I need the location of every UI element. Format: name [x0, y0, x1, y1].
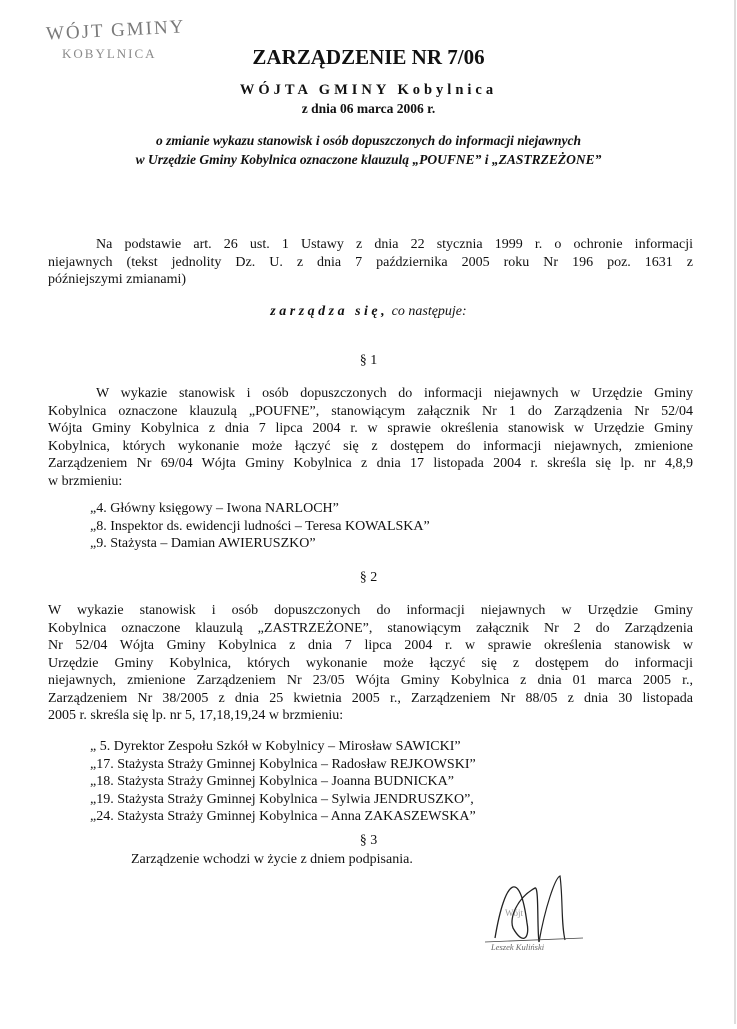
preamble-line-1: Na podstawie art. 26 ust. 1 Ustawy z dnia 22 stycznia 1999 r. o ochronie informacji: [96, 237, 693, 252]
subject-line-1: o zmianie wykazu stanowisk i osób dopuszczonych do informacji niejawnych: [156, 133, 581, 148]
issue-date: z dnia 06 marca 2006 r.: [301, 101, 436, 116]
issuing-authority: WÓJTA GMINY Kobylnica: [239, 82, 498, 98]
section-1-line-5: Zarządzeniem Nr 69/04 Wójta Gminy Kobylnica z dnia 17 listopada 2004 r. skreśla się lp. nr 4,8,9: [48, 456, 693, 471]
section-1-paragraph: [48, 385, 693, 490]
preamble-line-3: późniejszymi zmianami): [48, 272, 187, 287]
section-2-line-3: Nr 52/04 Wójta Gminy Kobylnica z dnia 7 lipca 2004 r. w sprawie określenia stanowisk w: [48, 638, 693, 653]
section-3-text: Zarządzenie wchodzi w życie z dniem podpisania.: [131, 852, 413, 867]
list-item: „17. Stażysta Straży Gminnej Kobylnica – Radosław REJKOWSKI”: [90, 756, 476, 772]
decree-spaced-text: zarządza się,: [270, 304, 389, 319]
decree-phrase: [0, 304, 737, 320]
list-item: „8. Inspektor ds. ewidencji ludności – Teresa KOWALSKA”: [90, 518, 430, 534]
section-1-line-6: w brzmieniu:: [48, 473, 123, 489]
handwritten-signature: [465, 868, 595, 953]
svg-text:Leszek Kuliński: Leszek Kuliński: [491, 942, 545, 952]
preamble-line-2: niejawnych (tekst jednolity Dz. U. z dnia 7 października 2005 roku Nr 196 poz. 1631 z: [48, 254, 693, 270]
subject-block: [0, 131, 737, 169]
scan-edge-mark: [731, 0, 737, 1024]
list-item: „19. Stażysta Straży Gminnej Kobylnica – Sylwia JENDRUSZKO”,: [90, 791, 474, 807]
section-2-line-2: Kobylnica oznaczone klauzulą „ZASTRZEŻONE”, stanowiącym załącznik Nr 2 do Zarządzenia: [48, 620, 693, 636]
section-2-paragraph: [48, 602, 693, 725]
section-2-line-5: niejawnych, zmienione Zarządzeniem Nr 23/05 Wójta Gminy Kobylnica z dnia 01 marca 2005 r.,: [48, 673, 693, 688]
section-1-list: [90, 500, 430, 553]
section-2-line-4: Urzędzie Gminy Kobylnica, których wykonanie może łączyć się z dostępem do informacji: [48, 655, 693, 671]
subject-line-2: w Urzędzie Gminy Kobylnica oznaczone klauzulą „POUFNE” i „ZASTRZEŻONE”: [135, 152, 602, 167]
section-1-line-3: Wójta Gminy Kobylnica z dnia 7 lipca 2004 r. w sprawie określenia stanowisk w Urzędzie Gminy: [48, 421, 693, 436]
section-3-heading: § 3: [359, 833, 378, 848]
section-1-heading: § 1: [359, 353, 378, 368]
section-1-line-4: Kobylnica, których wykonanie może łączyć się z dostępem do informacji niejawnych, zmienione: [48, 438, 693, 454]
section-1-line-1: W wykazie stanowisk i osób dopuszczonych do informacji niejawnych w Urzędzie Gminy: [96, 386, 693, 401]
signature-drawing: [465, 868, 595, 953]
section-2-line-6: Zarządzeniem Nr 38/2005 z dnia 25 kwietnia 2005 r., Zarządzeniem Nr 88/05 z dnia 30 listopada: [48, 690, 693, 706]
section-2-list: [90, 738, 476, 826]
decree-rest-text: co następuje:: [391, 304, 467, 319]
list-item: „4. Główny księgowy – Iwona NARLOCH”: [90, 501, 339, 516]
stamp-line-1: WÓJT GMINY: [45, 16, 186, 45]
list-item: „18. Stażysta Straży Gminnej Kobylnica – Joanna BUDNICKA”: [90, 774, 454, 789]
section-1-line-2: Kobylnica oznaczone klauzulą „POUFNE”, stanowiącym załącznik Nr 1 do Zarządzenia Nr 52/04: [48, 403, 693, 419]
stamp-line-2: KOBYLNICA: [62, 46, 157, 61]
list-item: „ 5. Dyrektor Zespołu Szkół w Kobylnicy – Mirosław SAWICKI”: [90, 739, 461, 754]
document-title: ZARZĄDZENIE NR 7/06: [252, 45, 485, 69]
section-2-line-1: W wykazie stanowisk i osób dopuszczonych do informacji niejawnych w Urzędzie Gminy: [48, 603, 693, 618]
section-2-line-7: 2005 r. skreśla się lp. nr 5, 17,18,19,24 w brzmieniu:: [48, 708, 344, 723]
svg-text:Wójt: Wójt: [505, 908, 523, 918]
list-item: „9. Stażysta – Damian AWIERUSZKO”: [90, 536, 316, 551]
preamble-paragraph: [48, 236, 693, 289]
list-item: „24. Stażysta Straży Gminnej Kobylnica – Anna ZAKASZEWSKA”: [90, 809, 476, 824]
section-2-heading: § 2: [359, 570, 378, 585]
